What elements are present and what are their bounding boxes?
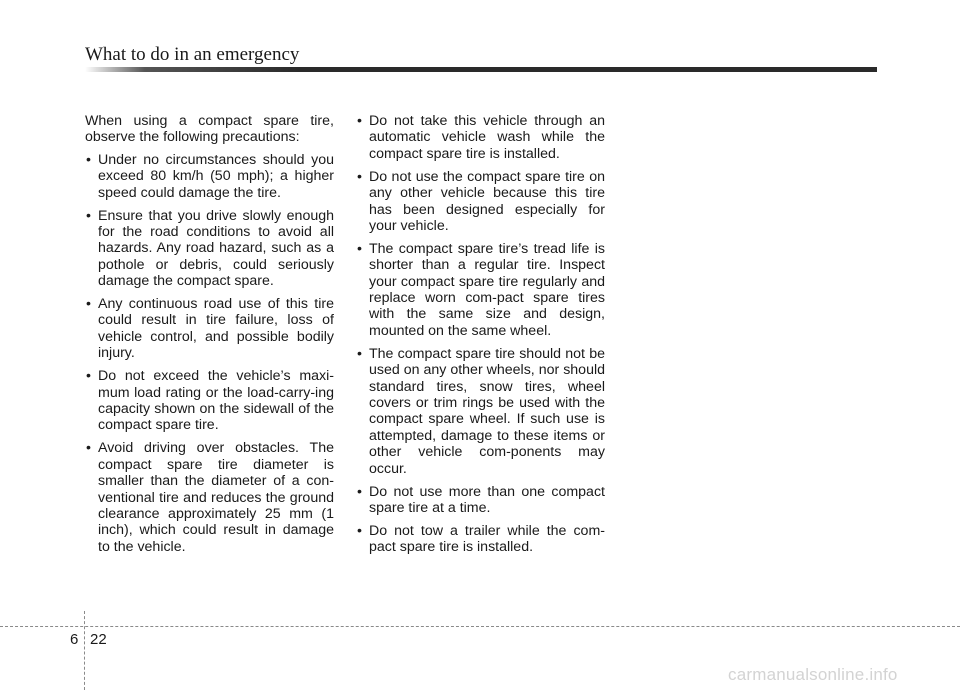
- list-item: [85, 208, 334, 290]
- left-column: [85, 113, 334, 562]
- bullet-icon: •: [86, 207, 91, 224]
- list-item: [85, 440, 334, 555]
- bullet-icon: •: [357, 345, 362, 362]
- footer-rule: [0, 626, 960, 627]
- list-item: [85, 152, 334, 201]
- right-column: [356, 113, 605, 562]
- list-item: [85, 368, 334, 434]
- intro-paragraph: When using a compact spare tire, observe the following precautions:: [85, 113, 334, 146]
- bullet-icon: •: [357, 168, 362, 185]
- list-item: [356, 241, 605, 339]
- page-header-title: What to do in an emergency: [85, 44, 300, 65]
- footer-vertical-rule: [84, 611, 85, 690]
- list-item-text: Do not use the compact spare tire on any other vehicle because this tire has been designed especially for your vehicle.: [369, 168, 605, 234]
- bullet-icon: •: [357, 113, 362, 129]
- list-item-text: Under no circumstances should you exceed 80 km/h (50 mph); a higher speed could damage the tire.: [98, 151, 334, 201]
- list-item: [356, 523, 605, 556]
- list-item-text: The compact spare tire’s tread life is shorter than a regular tire. Inspect your compact spare tire regularly and replace worn com-pact spare tires with the same size and design, mounted on the same wheel.: [369, 240, 605, 339]
- list-item-text: The compact spare tire should not be used on any other wheels, nor should standard tires, snow tires, wheel covers or trim rings be used with the compact spare wheel. If such use is attempted, damage to these items or other vehicle com-ponents may occur.: [369, 345, 605, 477]
- bullet-icon: •: [357, 240, 362, 257]
- precautions-list-right: [356, 113, 605, 556]
- list-item-text: Do not exceed the vehicle’s maxi-mum load rating or the load-carry-ing capacity shown on the sidewall of the compact spare tire.: [98, 368, 334, 434]
- list-item-text: Do not take this vehicle through an automatic vehicle wash while the compact spare tire is installed.: [369, 113, 605, 162]
- bullet-icon: •: [86, 368, 91, 385]
- bullet-icon: •: [357, 522, 362, 539]
- bullet-icon: •: [357, 483, 362, 500]
- header-rule: [85, 67, 877, 72]
- list-item-text: Do not use more than one compact spare tire at a time.: [369, 483, 605, 516]
- list-item-text: Do not tow a trailer while the com-pact spare tire is installed.: [369, 522, 605, 556]
- page-number: 22: [90, 631, 107, 648]
- list-item: [356, 346, 605, 477]
- watermark: carmanualsonline.info: [728, 665, 898, 684]
- list-item: [356, 484, 605, 517]
- list-item-text: Any continuous road use of this tire could result in tire failure, loss of vehicle control, and possible bodily injury.: [98, 296, 334, 362]
- list-item: [356, 113, 605, 162]
- precautions-list-left: [85, 152, 334, 555]
- bullet-icon: •: [86, 151, 91, 168]
- list-item-text: Avoid driving over obstacles. The compact spare tire diameter is smaller than the diameter of a con-ventional tire and reduces the ground clearance approximately 25 mm (1 inch), which could result in damage to the vehicle.: [98, 440, 334, 555]
- list-item: [356, 169, 605, 235]
- bullet-icon: •: [86, 440, 91, 457]
- chapter-number: 6: [70, 631, 79, 648]
- bullet-icon: •: [86, 296, 91, 313]
- list-item-text: Ensure that you drive slowly enough for the road conditions to avoid all hazards. Any road hazard, such as a pothole or debris, could seriously damage the compact spare.: [98, 207, 334, 290]
- list-item: [85, 296, 334, 362]
